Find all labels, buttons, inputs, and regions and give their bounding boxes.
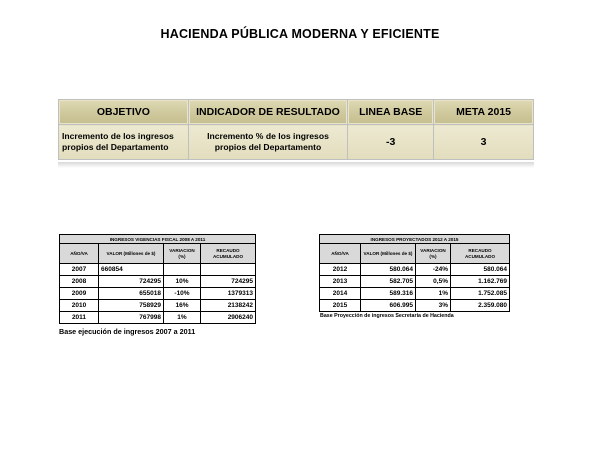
table-header-row <box>320 244 510 264</box>
objective-table-row <box>59 125 534 160</box>
cell: 2008 <box>60 276 99 288</box>
header-meta: META 2015 <box>434 100 534 125</box>
col-header: VARIACION (%) <box>164 244 201 264</box>
cell: 724295 <box>201 276 256 288</box>
cell: 1% <box>416 288 451 300</box>
cell <box>201 264 256 276</box>
cell: 0,5% <box>416 276 451 288</box>
table-caption: INGRESOS PROYECTADOS 2012 A 2015 <box>320 235 510 244</box>
table-row <box>60 276 256 288</box>
table-row <box>320 300 510 312</box>
cell: 580.064 <box>361 264 416 276</box>
cell: 2.359.080 <box>451 300 510 312</box>
cell: 1379313 <box>201 288 256 300</box>
cell: 580.064 <box>451 264 510 276</box>
table-row <box>320 276 510 288</box>
cell: 2015 <box>320 300 361 312</box>
table-caption: INGRESOS VIGENCIAS FISCAL 2008 A 2011 <box>60 235 256 244</box>
cell: 3% <box>416 300 451 312</box>
page-title: HACIENDA PÚBLICA MODERNA Y EFICIENTE <box>160 27 440 41</box>
objective-table <box>58 99 534 160</box>
table-shadow <box>58 162 534 168</box>
indicador-line1: Incremento % de los ingresos <box>207 131 329 141</box>
cell: 2138242 <box>201 300 256 312</box>
cell: 589.316 <box>361 288 416 300</box>
cell: 2012 <box>320 264 361 276</box>
table-note: Base ejecución de ingresos 2007 a 2011 <box>59 327 196 336</box>
cell: 582.705 <box>361 276 416 288</box>
table-row <box>60 300 256 312</box>
cell: -10% <box>164 288 201 300</box>
cell: 1.752.085 <box>451 288 510 300</box>
header-indicador: INDICADOR DE RESULTADO <box>188 100 347 125</box>
ingresos-vigencias-table <box>59 234 256 324</box>
cell: 2009 <box>60 288 99 300</box>
table-caption-row <box>320 235 510 244</box>
cell: 16% <box>164 300 201 312</box>
cell: 660854 <box>99 264 164 276</box>
cell: 2010 <box>60 300 99 312</box>
cell-indicador <box>188 125 347 160</box>
cell: 1% <box>164 312 201 324</box>
indicador-line2: propios del Departamento <box>214 142 322 152</box>
cell: 10% <box>164 276 201 288</box>
table-header-row <box>60 244 256 264</box>
cell <box>164 264 201 276</box>
cell: 655018 <box>99 288 164 300</box>
col-header: VALOR (Millones de $) <box>361 244 416 264</box>
ingresos-proyectados-table <box>319 234 510 312</box>
cell-linea-base: -3 <box>348 125 434 160</box>
table-row <box>60 312 256 324</box>
cell: 2007 <box>60 264 99 276</box>
col-header: VARIACION (%) <box>416 244 451 264</box>
cell-objetivo <box>59 125 189 160</box>
cell: 1.162.769 <box>451 276 510 288</box>
table-caption-row <box>60 235 256 244</box>
table-row <box>60 264 256 276</box>
col-header: RECAUDO ACUMULADO <box>201 244 256 264</box>
objetivo-line2: propios del Departamento <box>62 142 169 152</box>
objective-table-header <box>59 100 534 125</box>
cell: 724295 <box>99 276 164 288</box>
table-note: Base Proyección de ingresos Secretaria de Hacienda <box>320 313 454 319</box>
objetivo-line1: Incremento de los ingresos <box>62 131 174 141</box>
col-header: AÑO/VA <box>60 244 99 264</box>
table-row <box>60 288 256 300</box>
cell: -24% <box>416 264 451 276</box>
cell: 758929 <box>99 300 164 312</box>
cell: 2013 <box>320 276 361 288</box>
cell-meta: 3 <box>434 125 534 160</box>
col-header: VALOR (Millones de $) <box>99 244 164 264</box>
cell: 2011 <box>60 312 99 324</box>
cell: 767998 <box>99 312 164 324</box>
cell: 2014 <box>320 288 361 300</box>
col-header: AÑO/VA <box>320 244 361 264</box>
cell: 2906240 <box>201 312 256 324</box>
table-row <box>320 264 510 276</box>
header-linea-base: LINEA BASE <box>348 100 434 125</box>
table-row <box>320 288 510 300</box>
cell: 606.995 <box>361 300 416 312</box>
header-objetivo: OBJETIVO <box>59 100 189 125</box>
col-header: RECAUDO ACUMULADO <box>451 244 510 264</box>
